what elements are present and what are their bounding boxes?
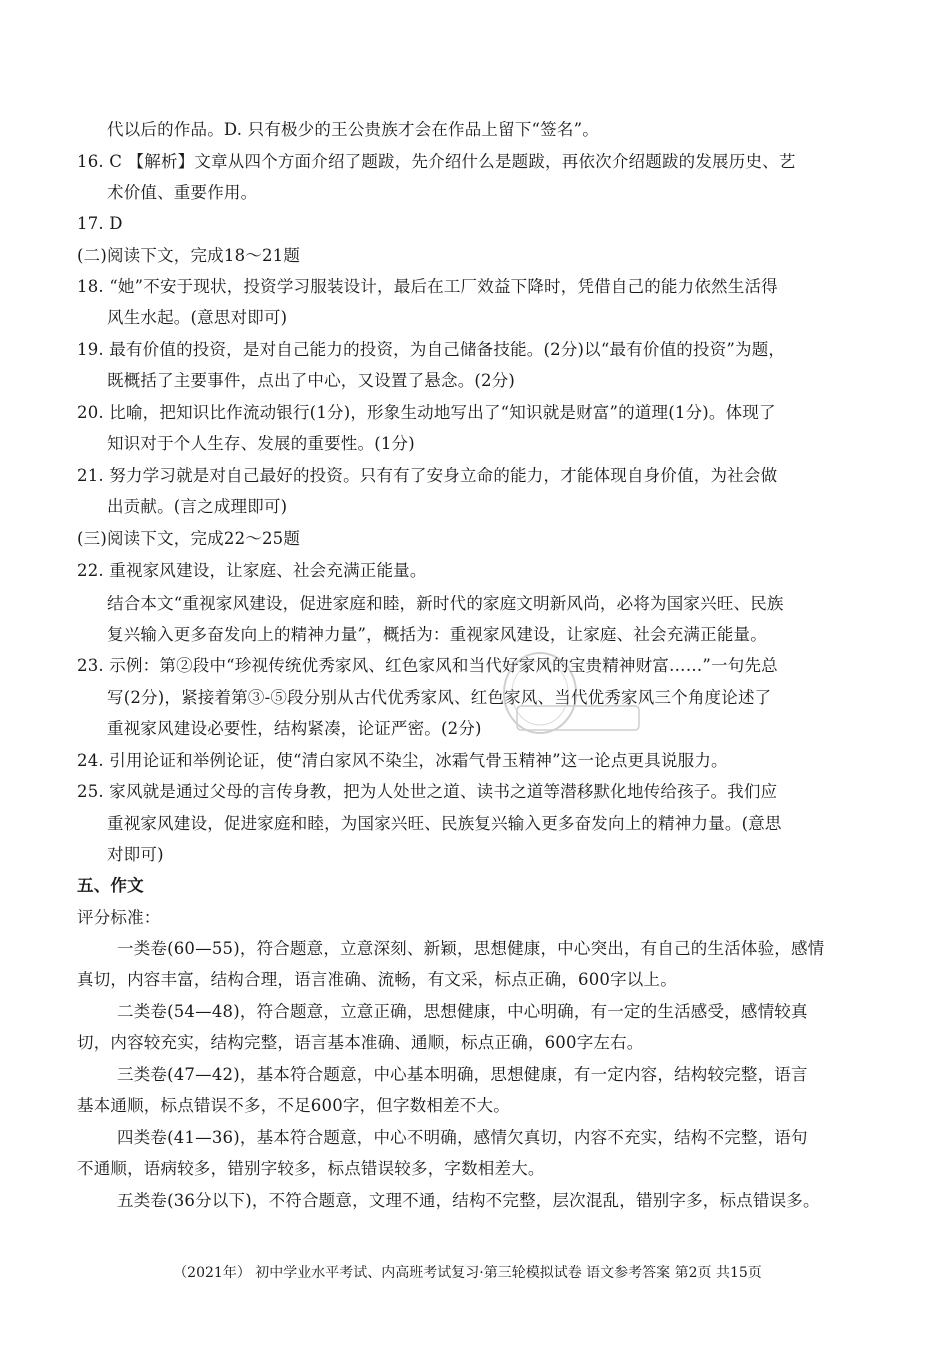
text-line: 复兴输入更多奋发向上的精神力量”，概括为：重视家风建设，让家庭、社会充满正能量。 (107, 625, 767, 644)
grading-criteria-label: 评分标准： (77, 908, 161, 927)
answer-25: 25. 家风就是通过父母的言传身教，把为人处世之道、读书之道等潜移默化地传给孩子。我们应 (77, 782, 778, 801)
grade-level-2: 二类卷(54—48)，符合题意，立意正确，思想健康，中心明确，有一定的生活感受，感情较真 (117, 1002, 808, 1021)
text-line: 重视家风建设必要性，结构紧凑，论证严密。(2分) (107, 719, 482, 738)
text-line: 不通顺，语病较多，错别字较多，标点错误较多，字数相差大。 (77, 1159, 545, 1178)
text-line: 基本通顺，标点错误不多，不足600字，但字数相差不大。 (77, 1096, 510, 1115)
text-line: 结合本文“重视家风建设，促进家庭和睦，新时代的家庭文明新风尚，必将为国家兴旺、民族 (107, 594, 784, 613)
answer-21: 21. 努力学习就是对自己最好的投资。只有有了安身立命的能力，才能体现自身价值，为社会做 (77, 466, 778, 485)
text-line: 术价值、重要作用。 (107, 183, 258, 202)
text-line: 写(2分)，紧接着第③-⑤段分别从古代优秀家风、红色家风、当代优秀家风三个角度论述了 (107, 688, 772, 707)
grade-level-4: 四类卷(41—36)，基本符合题意，中心不明确，感情欠真切，内容不充实，结构不完整，语句 (117, 1128, 808, 1147)
text-line: 真切，内容丰富，结构合理，语言准确、流畅，有文采，标点正确，600字以上。 (77, 970, 677, 989)
text-line: 代以后的作品。D. 只有极少的王公贵族才会在作品上留下“签名”。 (107, 120, 599, 139)
section-heading-2: (二)阅读下文，完成18～21题 (77, 246, 301, 265)
text-line: 出贡献。(言之成理即可) (107, 497, 288, 516)
answer-24: 24. 引用论证和举例论证，使“清白家风不染尘，冰霜气骨玉精神”这一论点更具说服力。 (77, 751, 728, 770)
text-line: 对即可) (107, 845, 164, 864)
page-footer: （2021年） 初中学业水平考试、内高班考试复习·第三轮模拟试卷 语文参考答案 第2页 共15页 (173, 1265, 762, 1281)
answer-18: 18. “她”不安于现状，投资学习服装设计，最后在工厂效益下降时，凭借自己的能力依然生活得 (77, 277, 778, 296)
text-line: 切，内容较充实，结构完整，语言基本准确、通顺，标点正确，600字左右。 (77, 1033, 644, 1052)
answer-19: 19. 最有价值的投资，是对自己能力的投资，为自己储备技能。(2分)以“最有价值的投资”为题， (77, 340, 786, 359)
answer-20: 20. 比喻，把知识比作流动银行(1分)，形象生动地写出了“知识就是财富”的道理(1分)。体现了 (77, 403, 776, 422)
watermark-stamp-icon (495, 648, 645, 758)
answer-22: 22. 重视家风建设，让家庭、社会充满正能量。 (77, 561, 427, 580)
answer-16: 16. C 【解析】文章从四个方面介绍了题跋，先介绍什么是题跋，再依次介绍题跋的发展历史、艺 (77, 152, 796, 171)
text-line: 重视家风建设，促进家庭和睦，为国家兴旺、民族复兴输入更多奋发向上的精神力量。(意思 (107, 814, 782, 833)
text-line: 既概括了主要事件，点出了中心，又设置了悬念。(2分) (107, 371, 516, 390)
grade-level-1: 一类卷(60—55)，符合题意，立意深刻、新颖，思想健康，中心突出，有自己的生活体验，感情 (117, 939, 825, 958)
section-heading-3: (三)阅读下文，完成22～25题 (77, 529, 301, 548)
answer-23: 23. 示例：第②段中“珍视传统优秀家风、红色家风和当代好家风的宝贵精神财富……”一句先总 (77, 656, 778, 675)
text-line: 风生水起。(意思对即可) (107, 308, 288, 327)
answer-17: 17. D (77, 214, 123, 233)
grade-level-5: 五类卷(36分以下)，不符合题意，文理不通，结构不完整，层次混乱，错别字多，标点错误多。 (117, 1191, 820, 1210)
section-heading-composition: 五、作文 (77, 876, 144, 895)
text-line: 知识对于个人生存、发展的重要性。(1分) (107, 434, 415, 453)
grade-level-3: 三类卷(47—42)，基本符合题意，中心基本明确，思想健康，有一定内容，结构较完整，语言 (117, 1065, 808, 1084)
